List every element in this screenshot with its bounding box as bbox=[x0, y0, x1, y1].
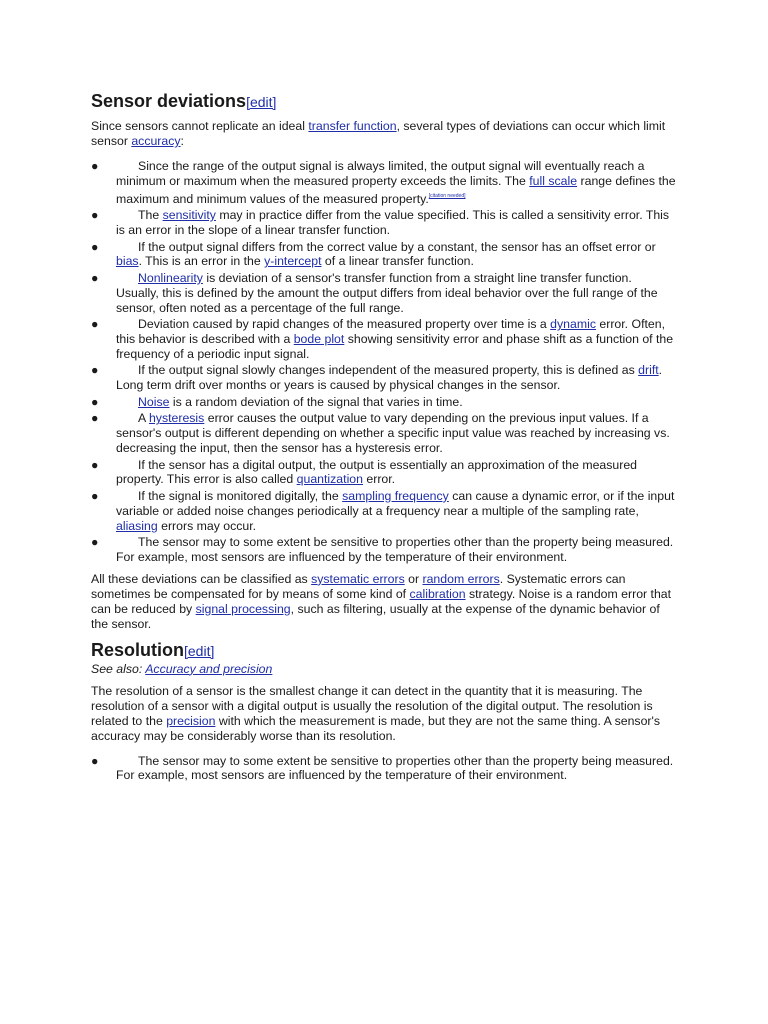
bullet-icon: ● bbox=[91, 208, 99, 223]
link-full-scale[interactable]: full scale bbox=[529, 173, 578, 188]
list-item bbox=[91, 458, 677, 488]
see-also-label: See also: bbox=[91, 661, 146, 676]
bullet-icon: ● bbox=[91, 457, 99, 472]
list-item bbox=[91, 208, 677, 238]
link-signal-processing[interactable]: signal processing bbox=[195, 601, 291, 616]
link-accuracy[interactable]: accuracy bbox=[131, 134, 181, 148]
link-dynamic[interactable]: dynamic bbox=[550, 317, 596, 332]
text: Since sensors cannot replicate an ideal bbox=[91, 119, 309, 133]
text: or bbox=[404, 571, 423, 586]
text: strategy. Noise is a random error that can be reduced by bbox=[91, 586, 672, 616]
link-random-errors[interactable]: random errors bbox=[422, 571, 500, 586]
intro-paragraph bbox=[91, 119, 677, 149]
heading-text: Sensor deviations bbox=[91, 91, 247, 111]
section-heading-resolution bbox=[91, 639, 677, 662]
link-sensitivity[interactable]: sensitivity bbox=[162, 208, 216, 223]
text: errors may occur. bbox=[157, 518, 257, 533]
summary-paragraph bbox=[91, 572, 677, 632]
link-precision[interactable]: precision bbox=[166, 713, 216, 728]
link-quantization[interactable]: quantization bbox=[296, 472, 363, 487]
text: showing sensitivity error and phase shift as a function of the frequency of a periodic input signal. bbox=[116, 331, 674, 361]
edit-link[interactable]: [edit] bbox=[246, 94, 277, 110]
list-item bbox=[91, 535, 677, 565]
text: Deviation caused by rapid changes of the measured property over time is a bbox=[138, 317, 551, 332]
article-content bbox=[91, 90, 677, 785]
link-systematic-errors[interactable]: systematic errors bbox=[311, 571, 405, 586]
bullet-icon: ● bbox=[91, 394, 99, 409]
bullet-icon: ● bbox=[91, 488, 99, 503]
link-nonlinearity[interactable]: Nonlinearity bbox=[138, 270, 203, 285]
text: , such as filtering, usually at the expense of the dynamic behavior of the sensor. bbox=[91, 601, 660, 631]
section-heading-sensor-deviations bbox=[91, 90, 677, 113]
link-noise[interactable]: Noise bbox=[138, 394, 170, 409]
link-bode-plot[interactable]: bode plot bbox=[293, 331, 345, 346]
text: error. Often, this behavior is described with a bbox=[116, 317, 665, 346]
bullet-icon: ● bbox=[91, 753, 99, 768]
link-aliasing[interactable]: aliasing bbox=[116, 518, 158, 533]
bullet-icon: ● bbox=[91, 270, 99, 285]
link-bias[interactable]: bias bbox=[116, 254, 139, 269]
list-item bbox=[91, 754, 677, 784]
link-drift[interactable]: drift bbox=[638, 363, 659, 378]
list-item bbox=[91, 159, 677, 206]
list-item bbox=[91, 395, 677, 410]
bullet-icon: ● bbox=[91, 239, 99, 254]
text: A bbox=[138, 411, 149, 426]
text: All these deviations can be classified as bbox=[91, 571, 312, 586]
link-y-intercept[interactable]: y-intercept bbox=[264, 254, 322, 269]
link-calibration[interactable]: calibration bbox=[409, 586, 466, 601]
text: error. bbox=[362, 472, 396, 487]
text: is a random deviation of the signal that varies in time. bbox=[169, 394, 463, 409]
text: If the output signal slowly changes independent of the measured property, this is defined as bbox=[138, 363, 639, 378]
list-item bbox=[91, 489, 677, 533]
text: may in practice differ from the value specified. This is called a sensitivity error. This is an error in the slope of a linear transfer function. bbox=[116, 208, 670, 237]
text: can cause a dynamic error, or if the input variable or added noise changes periodically at a frequency near a multiple of the sampling rate, bbox=[116, 488, 675, 518]
resolution-list bbox=[91, 754, 677, 784]
text: is deviation of a sensor's transfer function from a straight line transfer function. Usually, this is defined by the amount the output differs from ideal behavior over the full range of the sensor, often noted as a percentage of the full range. bbox=[116, 270, 658, 315]
text: The sensor may to some extent be sensitive to properties other than the property being measured. For example, most sensors are influenced by the temperature of their environment. bbox=[116, 753, 674, 783]
text: : bbox=[180, 134, 184, 148]
link-sampling-frequency[interactable]: sampling frequency bbox=[342, 488, 449, 503]
bullet-icon: ● bbox=[91, 363, 99, 378]
text: Since the range of the output signal is always limited, the output signal will eventually reach a minimum or maximum when the measured property exceeds the limits. The bbox=[116, 159, 645, 188]
text: The bbox=[138, 208, 163, 223]
edit-link[interactable]: [edit] bbox=[184, 642, 215, 659]
text: . Long term drift over months or years is caused by physical changes in the sensor. bbox=[116, 363, 663, 393]
resolution-paragraph bbox=[91, 684, 677, 744]
text: If the sensor has a digital output, the output is essentially an approximation of the measured property. This error is also called bbox=[116, 457, 638, 487]
link-accuracy-and-precision[interactable]: Accuracy and precision bbox=[145, 661, 273, 676]
list-item bbox=[91, 363, 677, 393]
heading-text: Resolution bbox=[91, 639, 184, 660]
see-also-note bbox=[91, 662, 677, 677]
bullet-icon: ● bbox=[91, 159, 99, 173]
list-item bbox=[91, 317, 677, 361]
bullet-icon: ● bbox=[91, 317, 99, 332]
list-item bbox=[91, 240, 677, 270]
bullet-icon: ● bbox=[91, 535, 99, 550]
text: of a linear transfer function. bbox=[321, 254, 474, 269]
link-transfer-function[interactable]: transfer function bbox=[308, 119, 397, 133]
list-item bbox=[91, 411, 677, 455]
text: , several types of deviations can occur which limit sensor bbox=[91, 119, 666, 148]
deviations-list bbox=[91, 159, 677, 565]
text: The sensor may to some extent be sensitive to properties other than the property being measured. For example, most sensors are influenced by the temperature of their environment. bbox=[116, 535, 674, 564]
text: If the output signal differs from the correct value by a constant, the sensor has an offset error or bbox=[138, 239, 656, 254]
bullet-icon: ● bbox=[91, 411, 99, 426]
text: The resolution of a sensor is the smallest change it can detect in the quantity that it is measuring. The resolution of a sensor with a digital output is usually the resolution of the digital output. The resolution is related to the bbox=[91, 683, 653, 728]
citation-needed-link[interactable]: [citation needed] bbox=[428, 192, 466, 199]
text: with which the measurement is made, but they are not the same thing. A sensor's accuracy may be considerably worse than its resolution. bbox=[91, 713, 661, 743]
list-item bbox=[91, 271, 677, 315]
text: . This is an error in the bbox=[138, 254, 265, 269]
text: If the signal is monitored digitally, the bbox=[138, 488, 343, 503]
text: range defines the maximum and minimum values of the measured property. bbox=[116, 173, 676, 206]
text: . Systematic errors can sometimes be compensated for by means of some kind of bbox=[91, 571, 626, 601]
text: error causes the output value to vary depending on the previous input values. If a sensor's output is different depending on whether a specific input value was reached by increasing vs. decreasing the input, then the sensor has a hysteresis error. bbox=[116, 411, 670, 455]
link-hysteresis[interactable]: hysteresis bbox=[148, 411, 205, 426]
